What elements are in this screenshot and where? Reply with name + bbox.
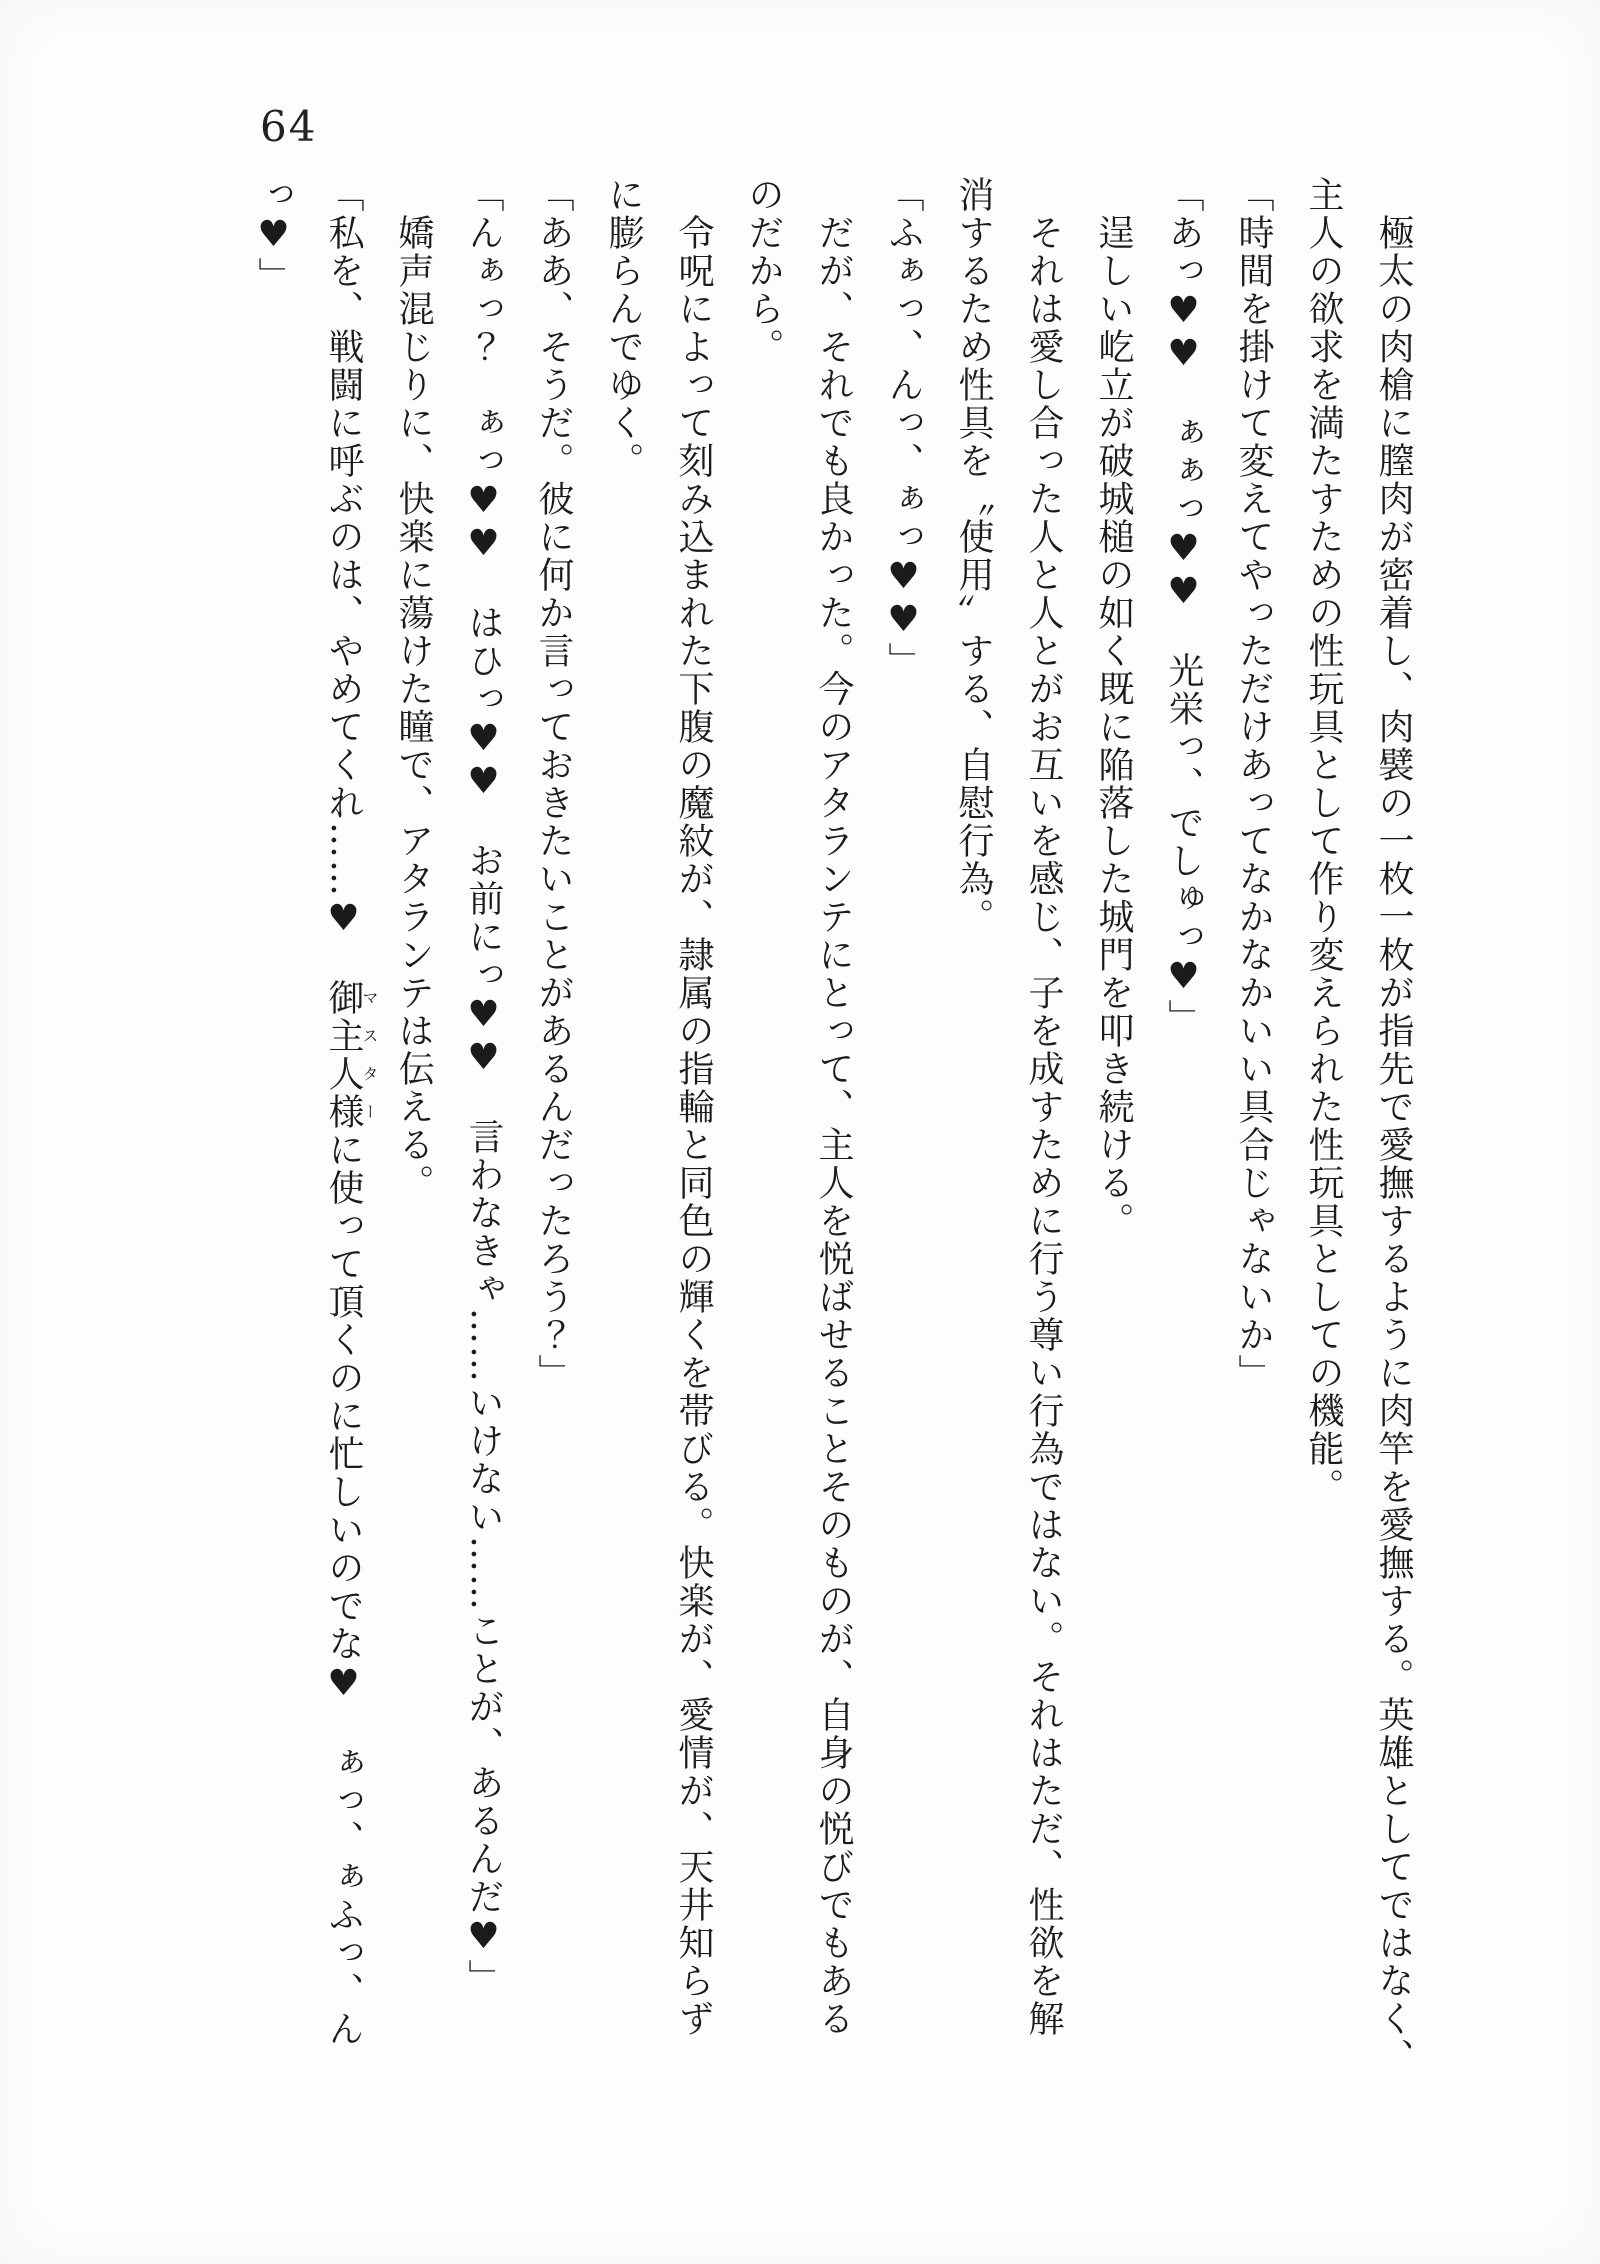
text-column-17: っ♥」	[253, 176, 294, 295]
text-column-16: 「私を、戦闘に呼ぶのは、やめてくれ……♥ 御主人様マスターに使って頂くのに忙しいのでな♥ ぁっ、ぁふっ、ん	[323, 176, 379, 2048]
text-column-13: 「ああ、そうだ。彼に何か言っておきたいことがあるんだったろう？」	[533, 176, 574, 1392]
text-column-1: 極太の肉槍に膣肉が密着し、肉襞の一枚一枚が指先で愛撫するように肉竿を愛撫する。英雄としてではなく、	[1373, 176, 1414, 2076]
text-block	[238, 176, 1428, 2076]
text-column-9: だが、それでも良かった。今のアタランテにとって、主人を悦ばせることそのものが、自身の悦びでもある	[813, 176, 854, 2038]
text-column-4: 「あっ♥♥ ぁぁっ♥♥ 光栄っ、でしゅっ♥」	[1163, 176, 1204, 1037]
text-column-10: のだから。	[743, 176, 784, 366]
text-column-12: に膨らんでゆく。	[603, 176, 644, 480]
text-column-6: それは愛し合った人と人とがお互いを感じ、子を成すために行う尊い行為ではない。それはただ、性欲を解	[1023, 176, 1064, 2038]
text-column-3: 「時間を掛けて変えてやっただけあってなかなかいい具合じゃないか」	[1233, 176, 1274, 1392]
text-column-14: 「んぁっ？ ぁっ♥♥ はひっ♥♥ お前にっ♥♥ 言わなきゃ……いけない……ことが、あるんだ♥」	[463, 176, 504, 1997]
ruby-annotated-word: 御主人様マスター	[323, 979, 379, 1131]
text-column-8: 「ふぁっ、んっ、ぁっ♥♥」	[883, 176, 924, 680]
furigana: マスター	[360, 979, 379, 1131]
text-column-11: 令呪によって刻み込まれた下腹の魔紋が、隷属の指輪と同色の輝くを帯びる。快楽が、愛情が、天井知らず	[673, 176, 714, 2038]
text-column-7: 消するため性具を〝使用〟する、自慰行為。	[953, 176, 994, 936]
page-number: 64	[260, 102, 318, 151]
text-column-5: 逞しい屹立が破城槌の如く既に陥落した城門を叩き続ける。	[1093, 176, 1134, 1240]
text-column-2: 主人の欲求を満たすための性玩具として作り変えられた性玩具としての機能。	[1303, 176, 1344, 1506]
text-column-15: 嬌声混じりに、快楽に蕩けた瞳で、アタランテは伝える。	[393, 176, 434, 1202]
